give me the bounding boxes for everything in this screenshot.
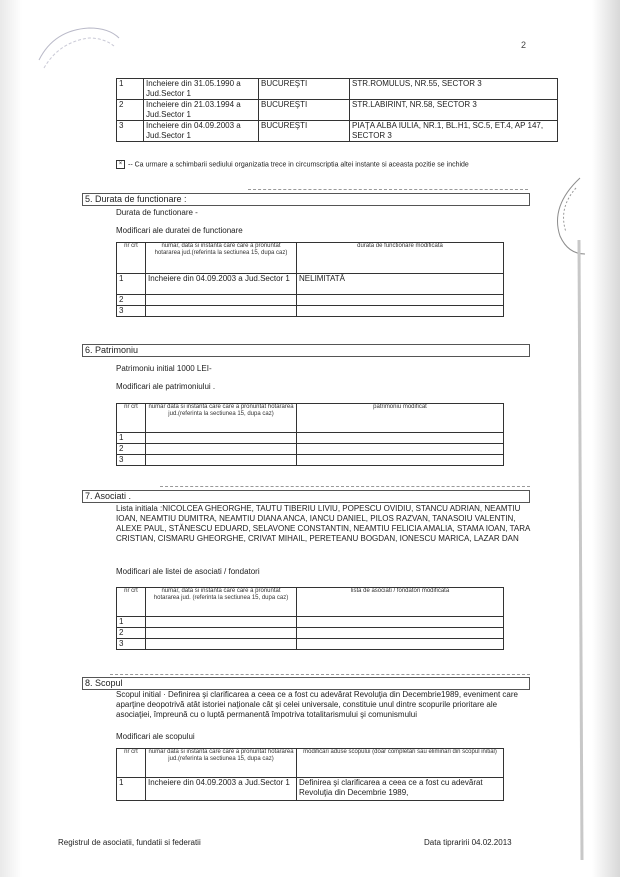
headquarters-note [116, 160, 536, 169]
divider [248, 189, 528, 190]
address-cell: PIAŢA ALBA IULIA, NR.1, BL.H1, SC.5, ET.4, AP 147, SECTOR 3 [350, 121, 558, 142]
row-number: 1 [117, 274, 146, 295]
decision-cell: Incheiere din 31.05.1990 a Jud.Sector 1 [144, 79, 259, 100]
table-row [117, 100, 558, 121]
city-cell: BUCUREŞTI [259, 79, 350, 100]
header-nr: nr crt [117, 588, 146, 617]
decision-cell [146, 455, 297, 466]
patrimony-modifications-label: Modificari ale patrimoniului . [116, 382, 216, 391]
header-value: lista de asociati / fondatori modificata [297, 588, 504, 617]
section-header-duration: 5. Durata de functionare : [82, 193, 530, 206]
row-number: 3 [117, 455, 146, 466]
decision-cell: Incheiere din 04.09.2003 a Jud.Sector 1 [144, 121, 259, 142]
decision-cell [146, 433, 297, 444]
value-cell [297, 444, 504, 455]
decision-cell [146, 444, 297, 455]
table-row [117, 628, 504, 639]
section-header-purpose: 8. Scopul [82, 677, 530, 690]
decision-cell [146, 628, 297, 639]
purpose-table [116, 748, 504, 801]
value-cell [297, 433, 504, 444]
decision-cell: Incheiere din 04.09.2003 a Jud.Sector 1 [146, 274, 297, 295]
header-decision: numar, data si instanta care care a pronuntat hotararea jud.(referinta la sectiunea 15, dupa caz) [146, 243, 297, 274]
table-row [117, 455, 504, 466]
header-decision: numar data si instanta care care a pronuntat hotararea jud.(referinta la sectiunea 15, dupa caz) [146, 404, 297, 433]
scan-edge-left [0, 0, 22, 877]
table-row [117, 121, 558, 142]
decision-cell: Incheiere din 04.09.2003 a Jud.Sector 1 [146, 778, 297, 801]
row-number: 2 [117, 444, 146, 455]
headquarters-table [116, 78, 558, 142]
value-cell [297, 455, 504, 466]
table-header-row [117, 243, 504, 274]
table-row [117, 295, 504, 306]
purpose-initial-text: Scopul initial · Definirea şi clarificarea a ceea ce a fost cu adevărat Revoluţia din Decembrie1989, eveniment care aparţine deopotrivă atât istoriei naţionale cât şi celei universale, constituie unul dintre scopurile prioritare ale asociaţiei, împreună cu o luptă permanentă împotriva totalitarismului şi comunismului [116, 690, 518, 719]
row-number: 3 [117, 639, 146, 650]
city-cell: BUCUREŞTI [259, 121, 350, 142]
header-decision: numar data si instanta care care a pronuntat hotararea jud.(referinta la sectiunea 15, dupa caz) [146, 749, 297, 778]
duration-label: Durata de functionare - [116, 208, 198, 217]
value-cell: NELIMITATĂ [297, 274, 504, 295]
table-row [117, 444, 504, 455]
associates-modifications-label: Modificari ale listei de asociati / fondatori [116, 567, 260, 576]
scan-edge-right [592, 0, 620, 877]
address-cell: STR.ROMULUS, NR.55, SECTOR 3 [350, 79, 558, 100]
headquarters-note-text: -- Ca urmare a schimbarii sediului organizatia trece in circumscriptia altei instante si aceasta pozitie se inchide [128, 161, 469, 169]
header-nr: nr crt [117, 243, 146, 274]
row-number: 1 [117, 778, 146, 801]
row-number: 1 [117, 433, 146, 444]
patrimony-table [116, 403, 504, 466]
decision-cell [146, 639, 297, 650]
table-row [117, 778, 504, 801]
footer-print-date: Data tipraririi 04.02.2013 [424, 838, 512, 847]
associates-initial-list: Lista initiala :NICOLCEA GHEORGHE, TAUTU TIBERIU LIVIU, POPESCU OVIDIU, STANCU ADRIAN, NEAMTIU IOAN, NEAMTIU DUMITRA, NEAMTIU DIANA ANCA, IANCU DANIEL, PILOS RAZVAN, TANASOIU VALENTIN, ALEXE PAUL, STĂNESCU EDUARD, SELAVONE CONSTANTIN, NEAMTIU FELICIA AMALIA, STAMA IOAN, TARA CRISTIAN, CISMARU GHEORGHE, CRIVAT MIHAIL, PERETEANU BOGDAN, IONESCU MARICA, LAZAR DAN [116, 504, 530, 543]
table-row [117, 274, 504, 295]
duration-table [116, 242, 504, 317]
associates-table [116, 587, 504, 650]
purpose-modifications-label: Modificari ale scopului [116, 732, 195, 741]
decision-cell [146, 295, 297, 306]
header-value: patrimoniu modificat [297, 404, 504, 433]
row-number: 2 [117, 628, 146, 639]
table-row [117, 306, 504, 317]
value-cell [297, 295, 504, 306]
city-cell: BUCUREŞTI [259, 100, 350, 121]
table-row [117, 617, 504, 628]
decision-cell [146, 306, 297, 317]
value-cell [297, 306, 504, 317]
decision-cell: Incheiere din 21.03.1994 a Jud.Sector 1 [144, 100, 259, 121]
header-decision: numar, data si instanta care care a pronuntat hotararea jud. (referinta la sectiunea 15, dupa caz) [146, 588, 297, 617]
decision-cell [146, 617, 297, 628]
header-value: durata de functionare modificata [297, 243, 504, 274]
address-cell: STR.LABIRINT, NR.58, SECTOR 3 [350, 100, 558, 121]
header-nr: nr crt [117, 404, 146, 433]
value-cell: Definirea şi clarificarea a ceea ce a fost cu adevărat Revoluţia din Decembrie 1989, [297, 778, 504, 801]
patrimony-initial: Patrimoniu initial 1000 LEI- [116, 364, 212, 373]
value-cell [297, 628, 504, 639]
value-cell [297, 617, 504, 628]
table-header-row [117, 749, 504, 778]
row-number: 1 [117, 79, 144, 100]
row-number: 1 [117, 617, 146, 628]
row-number: 3 [117, 306, 146, 317]
table-row [117, 639, 504, 650]
table-header-row [117, 588, 504, 617]
row-number: 3 [117, 121, 144, 142]
table-row [117, 79, 558, 100]
checkbox-icon: × [116, 160, 125, 169]
row-number: 2 [117, 100, 144, 121]
row-number: 2 [117, 295, 146, 306]
section-header-associates: 7. Asociati . [82, 490, 530, 503]
header-nr: nr crt [117, 749, 146, 778]
divider [110, 674, 530, 675]
margin-pen-line-icon [571, 240, 591, 860]
table-row [117, 433, 504, 444]
header-value: modificari aduse scopului (doar completari sau eliminari din scopul initial) [297, 749, 504, 778]
duration-modifications-label: Modificari ale duratei de functionare [116, 226, 243, 235]
page-number: 2 [521, 40, 527, 50]
divider [160, 486, 530, 487]
table-header-row [117, 404, 504, 433]
stamp-top-icon [34, 20, 124, 80]
value-cell [297, 639, 504, 650]
section-header-patrimony: 6. Patrimoniu [82, 344, 530, 357]
footer-registry-label: Registrul de asociatii, fundatii si federatii [58, 838, 201, 847]
